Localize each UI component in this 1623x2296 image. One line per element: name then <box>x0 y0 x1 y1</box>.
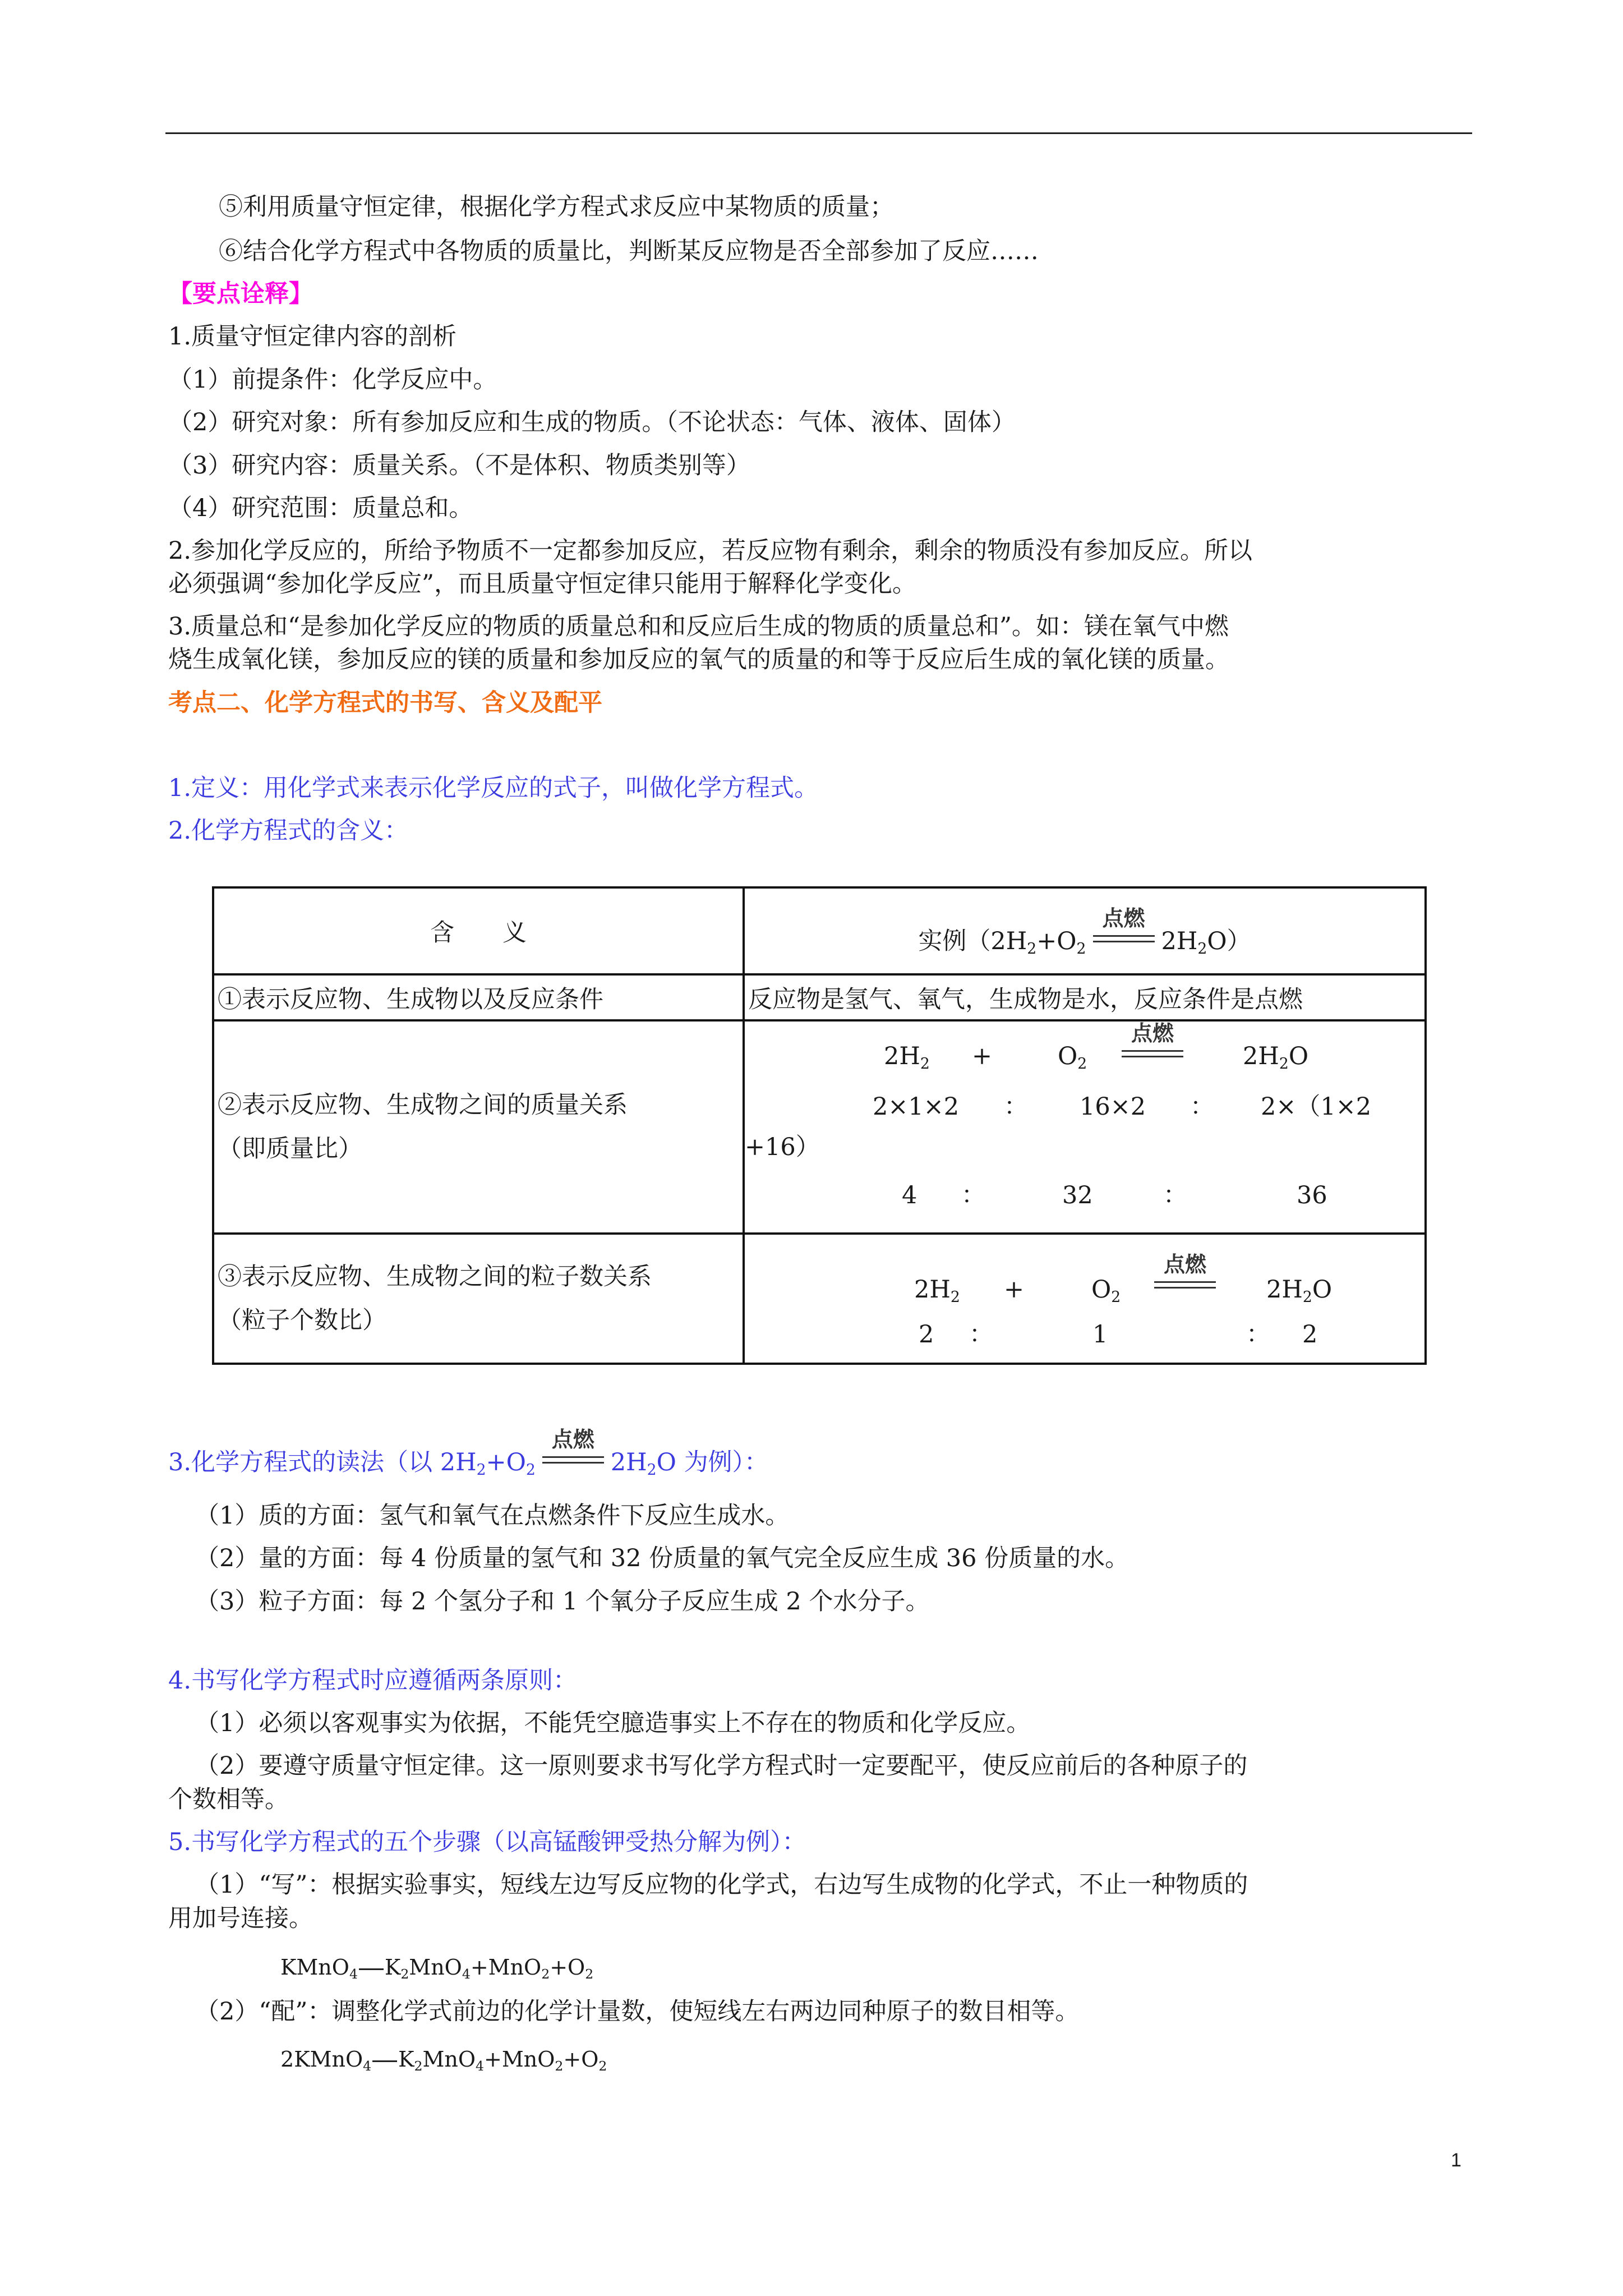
meaning-table <box>212 886 1427 1365</box>
particle-count: 2 <box>1302 1320 1318 1349</box>
page-number: 1 <box>1451 2150 1461 2171</box>
formula-line: KMnO$_4$ $K_2MnO_4+MnO_2+O_2$ <box>280 1955 594 1982</box>
table-row <box>213 1020 1426 1234</box>
mass-calc: 16×2 <box>1080 1093 1146 1121</box>
text-line: 用加号连接。 <box>168 1904 313 1932</box>
reaction-condition-arrow: 点燃 <box>1147 1272 1223 1303</box>
text-line: 1.定义：用化学式来表示化学反应的式子，叫做化学方程式。 <box>168 774 819 802</box>
text-line: 4.书写化学方程式时应遵循两条原则： <box>168 1667 578 1695</box>
reaction-condition-arrow: 点燃 <box>1093 932 1155 954</box>
text-line: （2）研究对象：所有参加反应和生成的物质。（不论状态：气体、液体、固体） <box>168 408 1016 436</box>
mass-value: 4 <box>902 1181 917 1209</box>
text-line: 3.质量总和“是参加化学反应的物质的质量总和和反应后生成的物质的质量总和”。如：镁在氧气中燃 <box>168 613 1229 641</box>
text-line: （1）“写”：根据实验事实，短线左边写反应物的化学式，右边写生成物的化学式，不止一种物质的 <box>195 1871 1248 1899</box>
formula-h2o: $2H_2O$ <box>1243 1042 1309 1073</box>
formula-line: 2KMnO$_4$ $K_2MnO_4+MnO_2+O_2$ <box>280 2047 607 2074</box>
text-line: 1.质量守恒定律内容的剖析 <box>168 323 457 351</box>
key-points-heading: 【要点诠释】 <box>168 280 313 308</box>
text-line: ⑥结合化学方程式中各物质的质量比，判断某反应物是否全部参加了反应…… <box>219 237 1039 265</box>
mass-value: 36 <box>1297 1181 1327 1209</box>
text-line: 必须强调“参加化学反应”，而且质量守恒定律只能用于解释化学变化。 <box>168 570 916 598</box>
table-header-row <box>213 887 1426 974</box>
text-line: 2.化学方程式的含义： <box>168 817 409 845</box>
ratio-colon: ： <box>1163 1181 1187 1209</box>
text-line: 烧生成氧化镁，参加反应的镁的质量和参加反应的氧气的质量的和等于反应后生成的氧化镁的质量。 <box>168 646 1229 674</box>
table-header-right: 实例（$2H_2+O_2$ 点燃 $2H_2O$） <box>744 887 1426 974</box>
text-line: 5.书写化学方程式的五个步骤（以高锰酸钾受热分解为例）： <box>168 1828 806 1856</box>
formula-h2o: $2H_2O$ <box>1266 1276 1332 1306</box>
text-line: （4）研究范围：质量总和。 <box>168 494 473 522</box>
table-header-left: 含 义 <box>213 887 744 974</box>
reading-method-heading: 3.化学方程式的读法（以 $2H_2+O_2$ 点燃 $2H_2O$ 为例）： <box>168 1427 769 1479</box>
section-heading: 考点二、化学方程式的书写、含义及配平 <box>168 689 602 717</box>
text-line: 个数相等。 <box>168 1786 289 1814</box>
ratio-colon: ： <box>1246 1320 1270 1349</box>
table-cell <box>744 1234 1426 1364</box>
text-line: （1）必须以客观事实为依据，不能凭空臆造事实上不存在的物质和化学反应。 <box>195 1709 1031 1737</box>
formula-h2: $2H_2$ <box>914 1276 960 1306</box>
table-row <box>213 1234 1426 1364</box>
particle-count: 1 <box>1092 1320 1108 1349</box>
mass-value: 32 <box>1062 1181 1093 1209</box>
reaction-condition-arrow: 点燃 <box>542 1453 604 1475</box>
text-line: （1）质的方面：氢气和氧气在点燃条件下反应生成水。 <box>195 1502 790 1530</box>
table-cell <box>744 1020 1426 1234</box>
ratio-colon: ： <box>1190 1093 1214 1121</box>
ratio-colon: ： <box>961 1181 985 1209</box>
text-line: （3）粒子方面：每 2 个氢分子和 1 个氧分子反应生成 2 个水分子。 <box>195 1588 930 1616</box>
reaction-condition-arrow: 点燃 <box>1115 1041 1190 1072</box>
text-line: （2）要遵守质量守恒定律。这一原则要求书写化学方程式时一定要配平，使反应前后的各种原子的 <box>195 1752 1248 1780</box>
mass-calc: +16） <box>745 1133 820 1161</box>
table-cell: ①表示反应物、生成物以及反应条件 <box>213 974 744 1020</box>
ratio-colon: ： <box>969 1320 993 1349</box>
table-row <box>213 974 1426 1020</box>
ratio-colon: ： <box>1004 1093 1028 1121</box>
plus-sign: + <box>1004 1276 1025 1304</box>
plus-sign: + <box>972 1042 993 1070</box>
formula-o2: $O_2$ <box>1058 1042 1087 1073</box>
text-line: （2）量的方面：每 4 份质量的氢气和 32 份质量的氧气完全反应生成 36 份质量的水。 <box>195 1544 1129 1572</box>
mass-calc: 2×（1×2 <box>1261 1093 1372 1121</box>
formula-o2: $O_2$ <box>1091 1276 1121 1306</box>
formula-h2: $2H_2$ <box>884 1042 930 1073</box>
text-line: （1）前提条件：化学反应中。 <box>168 366 497 394</box>
particle-count: 2 <box>919 1320 934 1349</box>
text-line: （3）研究内容：质量关系。（不是体积、物质类别等） <box>168 452 750 480</box>
header-rule <box>165 132 1472 134</box>
text-line: （2）“配”：调整化学式前边的化学计量数，使短线左右两边同种原子的数目相等。 <box>195 1998 1080 2026</box>
mass-calc: 2×1×2 <box>873 1093 960 1121</box>
table-cell: 反应物是氢气、氧气，生成物是水，反应条件是点燃 <box>744 974 1426 1020</box>
text-line: ⑤利用质量守恒定律，根据化学方程式求反应中某物质的质量； <box>219 193 894 221</box>
table-cell: ②表示反应物、生成物之间的质量关系 （即质量比） <box>213 1020 744 1234</box>
text-line: 2.参加化学反应的，所给予物质不一定都参加反应，若反应物有剩余，剩余的物质没有参加反应。所以 <box>168 537 1253 565</box>
table-cell: ③表示反应物、生成物之间的粒子数关系 （粒子个数比） <box>213 1234 744 1364</box>
